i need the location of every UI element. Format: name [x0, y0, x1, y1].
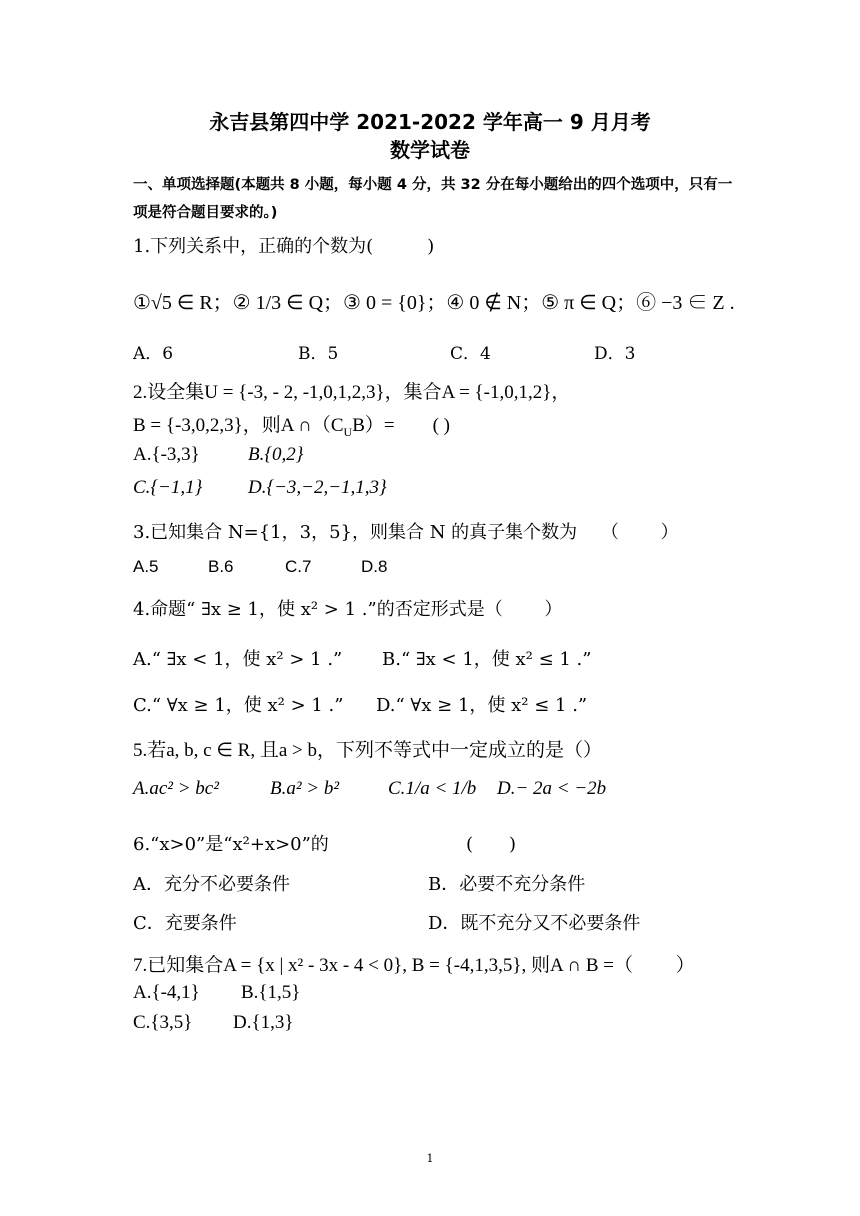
q5-option-a: A.ac² > bc² [133, 778, 219, 799]
exam-title: 永吉县第四中学 2021-2022 学年高一 9 月月考 [209, 110, 651, 134]
q1-option-a: A．6 [133, 344, 174, 364]
q1-stem: 1.下列关系中，正确的个数为( ) [133, 236, 435, 257]
q5-stem: 5.若a, b, c ∈ R, 且a > b，下列不等式中一定成立的是（） [133, 740, 602, 761]
q6-option-b: B．必要不充分条件 [428, 874, 586, 895]
q1-statements: ①√5 ∈ R；② 1/3 ∈ Q；③ 0 = {0}；④ 0 ∉ N；⑤ π ∈ Q；⑥ −3 ∈ Z . [133, 292, 735, 314]
q2-stem-line2 [133, 410, 450, 440]
q6-option-d: D．既不充分又不必要条件 [428, 913, 641, 934]
page-number: 1 [426, 1152, 434, 1165]
q5-option-d: D.− 2a < −2b [497, 778, 607, 799]
q1-option-c: C．4 [450, 344, 491, 364]
q2-option-d: D.{−3,−2,−1,1,3} [248, 477, 387, 498]
q6-option-a: A．充分不必要条件 [133, 874, 290, 895]
q5-option-b: B.a² > b² [270, 778, 340, 799]
q6-answer-parenthesis: ( ) [466, 834, 517, 855]
q3-option-b: B.6 [208, 557, 234, 576]
q1-option-b: B．5 [298, 344, 339, 364]
q6-stem: 6.“x>0”是“x²+x>0”的 [133, 834, 329, 855]
q7-option-a: A.{-4,1} [133, 982, 200, 1003]
q7-option-d: D.{1,3} [233, 1012, 294, 1033]
q4-option-c: C.“ ∀x ≥ 1，使 x² > 1 .” [133, 695, 344, 716]
q2-option-a: A.{-3,3} [133, 444, 200, 465]
q7-option-c: C.{3,5} [133, 1012, 193, 1033]
q7-stem: 7.已知集合A = {x | x² - 3x - 4 < 0}, B = {-4,1,3,5}, 则A ∩ B =（ ） [133, 955, 695, 976]
q4-stem: 4.命题“ ∃x ≥ 1，使 x² > 1 .”的否定形式是（ ） [133, 599, 563, 620]
q6-option-c: C．充要条件 [133, 913, 237, 934]
section-heading-line1: 一、单项选择题(本题共 8 小题，每小题 4 分，共 32 分在每小题给出的四个选项中，只有一 [133, 177, 733, 193]
q3-stem: 3.已知集合 N={1，3，5}，则集合 N 的真子集个数为 （ ） [133, 522, 679, 543]
q5-option-c: C.1/a < 1/b [388, 778, 477, 799]
q2-complement-subscript: U [343, 424, 353, 439]
q4-option-b: B.“ ∃x < 1，使 x² ≤ 1 .” [382, 649, 592, 670]
q1-option-d: D．3 [594, 344, 636, 364]
q3-option-d: D.8 [361, 557, 388, 576]
q4-option-a: A.“ ∃x < 1，使 x² > 1 .” [133, 649, 343, 670]
q3-option-c: C.7 [285, 557, 312, 576]
q7-option-b: B.{1,5} [241, 982, 301, 1003]
exam-subtitle: 数学试卷 [390, 138, 470, 162]
q2-option-b: B.{0,2} [248, 444, 304, 465]
section-heading-line2: 项是符合题目要求的。) [133, 205, 278, 221]
q2-option-c: C.{−1,1} [133, 477, 203, 498]
q3-option-a: A.5 [133, 557, 159, 576]
q2-stem-end: B）= ( ) [352, 415, 450, 436]
q2-stem-part: B = {-3,0,2,3}，则A ∩（C [133, 415, 344, 436]
q4-option-d: D.“ ∀x ≥ 1，使 x² ≤ 1 .” [376, 695, 588, 716]
q2-stem-line1: 2.设全集U = {-3, - 2, -1,0,1,2,3}，集合A = {-1,0,1,2}， [133, 382, 571, 403]
